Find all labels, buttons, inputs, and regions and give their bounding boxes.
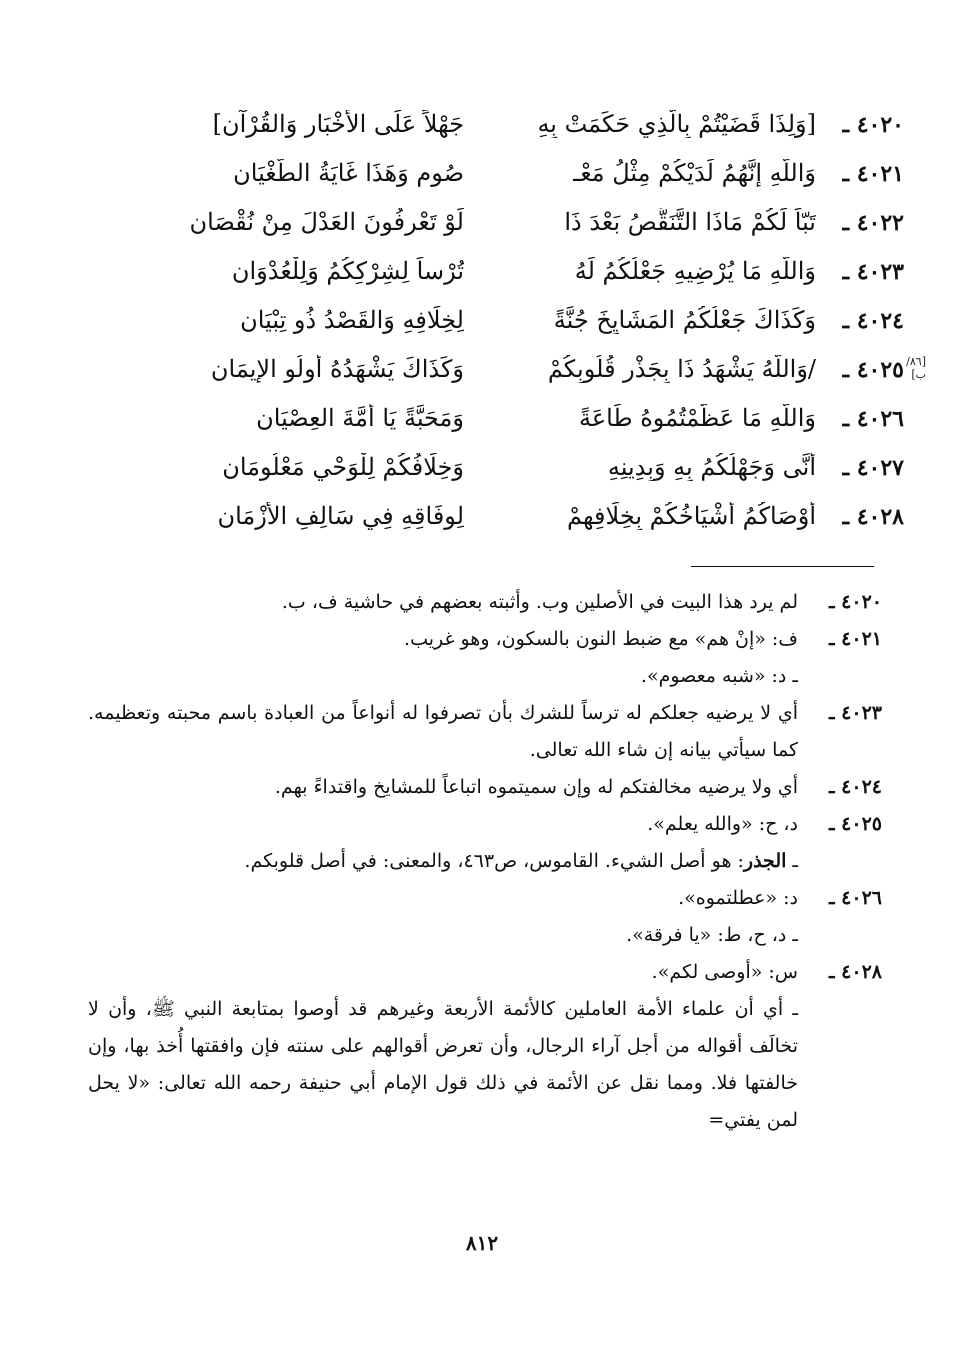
footnote-4023 — [88, 695, 882, 769]
first-hemistich: وَاللَّهِ مَا عَظَّمْتُمُوهُ طَاعَةً — [578, 404, 816, 432]
sub-prefix: ـ — [786, 850, 798, 872]
second-hemistich: لِوِفَاقِهِ فِي سَالِفِ الأزْمَانِ — [217, 502, 464, 530]
second-hemistich: صُومٍ وَهَذَا غَايَةُ الطُّغْيَانِ — [233, 159, 464, 187]
footnote-number: ٤٠٢٣ ـ — [828, 702, 882, 724]
footnotes — [88, 584, 882, 1139]
verse-4020 — [70, 104, 904, 153]
footnote-text: د: «عطلتموه». — [678, 887, 798, 909]
verse-4024 — [70, 300, 904, 349]
first-hemistich: وَكَذَاكَ جَعْلُكُمُ المَشَايِخَ جُنَّةً — [553, 306, 816, 334]
footnote-number: ٤٠٢٨ ـ — [828, 961, 882, 983]
footnote-number: ٤٠٢٠ ـ — [828, 591, 882, 613]
manuscript-folio-ref: [٨٦/ب] — [906, 355, 926, 381]
first-hemistich: وَاللَّهِ إِنَّهُمُ لَدَيْكُمْ مِثْلُ مَعْـ — [573, 159, 816, 187]
footnote-4025-sub — [88, 843, 882, 880]
footnote-4021-sub: ـ د: «شبه معصوم». — [640, 665, 798, 687]
footnote-number: ٤٠٢٤ ـ — [828, 776, 882, 798]
first-hemistich: /وَاللَّهُ يَشْهَدُ ذَا بِجَذْرِ قُلُوبِكُمْ — [547, 355, 816, 383]
verse-number: ٤٠٢٣ ـ — [842, 259, 904, 285]
second-hemistich: وَخِلَافُكُمْ لِلْوَحْيِ مَعْلُومَانِ — [222, 453, 464, 481]
verse-4023 — [70, 251, 904, 300]
verse-number: ٤٠٢٠ ـ — [842, 112, 904, 138]
verse-number: ٤٠٢٤ ـ — [842, 308, 904, 334]
footnote-text: أي لا يرضيه جعلكم له ترساً للشرك بأن تصرفوا له أنواعاً من العبادة باسم محبته وتعظيمه. كما سيأتي بيانه إن شاء الله تعالى. — [88, 702, 798, 761]
second-hemistich: وَمَحَبَّةً يَا أُمَّةَ العِصْيَانِ — [256, 404, 464, 432]
footnote-separator — [691, 566, 874, 567]
verse-number: ٤٠٢١ ـ — [842, 161, 904, 187]
footnote-text: س: «أوصى لكم». — [651, 961, 798, 983]
verse-4026 — [70, 398, 904, 447]
footnote-text: د، ح: «والله يعلم». — [647, 813, 798, 835]
second-hemistich: جَهْلاً عَلَى الأخْبَارِ وَالقُرْآنِ] — [212, 110, 464, 138]
footnote-number: ٤٠٢٦ ـ — [828, 887, 882, 909]
footnote-4025 — [88, 806, 882, 843]
footnote-number: ٤٠٢١ ـ — [828, 628, 882, 650]
verse-number: ٤٠٢٦ ـ — [842, 406, 904, 432]
verse-4021 — [70, 153, 904, 202]
page-number: ٨١٢ — [465, 1231, 499, 1255]
footnote-4026 — [88, 880, 882, 917]
verse-number: ٤٠٢٨ ـ — [842, 504, 904, 530]
second-hemistich: لِخِلَافِهِ وَالقَصْدُ ذُو تِبْيَانِ — [240, 306, 464, 334]
second-hemistich: تُرْساً لِشِرْكِكُمُ وَلِلْعُدْوَانِ — [231, 257, 464, 285]
verse-4027 — [70, 447, 904, 496]
first-hemistich: أَنَّى وَجَهْلُكُمُ بِهِ وَبِدِينِهِ — [607, 453, 816, 481]
footnote-text: أي ولا يرضيه مخالفتكم له وإن سميتموه اتباعاً للمشايخ واقتداءً بهم. — [274, 776, 798, 798]
footnote-number: ٤٠٢٥ ـ — [828, 813, 882, 835]
keyword-jadhr: الجذر — [743, 850, 787, 872]
poem-verses — [70, 104, 926, 545]
sub-definition: : هو أصل الشيء. القاموس، ص٤٦٣، والمعنى: في أصل قلوبكم. — [244, 850, 744, 872]
verse-number: ٤٠٢٥ ـ — [842, 357, 904, 383]
verse-number: ٤٠٢٢ ـ — [842, 210, 904, 236]
second-hemistich: وَكَذَاكَ يَشْهَدُهُ أُولُو الإِيمَانِ — [210, 355, 464, 383]
footnote-4028 — [88, 954, 882, 991]
footnote-4021 — [88, 621, 882, 658]
verse-4025 — [70, 349, 926, 398]
first-hemistich: تَبّاً لَكُمْ مَاذَا التَّنَقُّصُ بَعْدَ ذَا — [564, 208, 816, 236]
first-hemistich: أَوْصَاكُمُ أَشْيَاخُكُمْ بِخِلَافِهِمْ — [567, 502, 816, 530]
footnote-4028-sub: ـ أي أن علماء الأمة العاملين كالأئمة الأربعة وغيرهم قد أوصوا بمتابعة النبي ﷺ، وأن لا تخالَف أقواله من أجل آراء الرجال، وأن تعرض أقوالهم على سنته فإن وافقتها أُخذ بها، وإن خالفتها فلا. ومما نقل عن الأئمة في ذلك قول الإمام أبي حنيفة رحمه الله تعالى: «لا يحل لمن يفتي= — [88, 998, 798, 1131]
verse-4028 — [70, 496, 904, 545]
footnote-text: لم يرد هذا البيت في الأصلين وب. وأثبته بعضهم في حاشية ف، ب. — [281, 591, 798, 613]
footnote-4026-sub: ـ د، ح، ط: «يا فرقة». — [626, 924, 798, 946]
footnote-4024 — [88, 769, 882, 806]
second-hemistich: لَوْ تَعْرِفُونَ العَدْلَ مِنْ نُقْصَانِ — [189, 208, 464, 236]
footnote-4020 — [88, 584, 882, 621]
first-hemistich: [وَلِذَا قَضَيْتُمْ بِالَّذِي حَكَمَتْ بِهِ — [537, 110, 816, 138]
first-hemistich: وَاللَّهِ مَا يُرْضِيهِ جَعْلُكُمُ لَهُ — [574, 257, 816, 285]
verse-4022 — [70, 202, 904, 251]
verse-number: ٤٠٢٧ ـ — [842, 455, 904, 481]
footnote-text: ف: «إنْ هم» مع ضبط النون بالسكون، وهو غريب. — [404, 628, 798, 650]
